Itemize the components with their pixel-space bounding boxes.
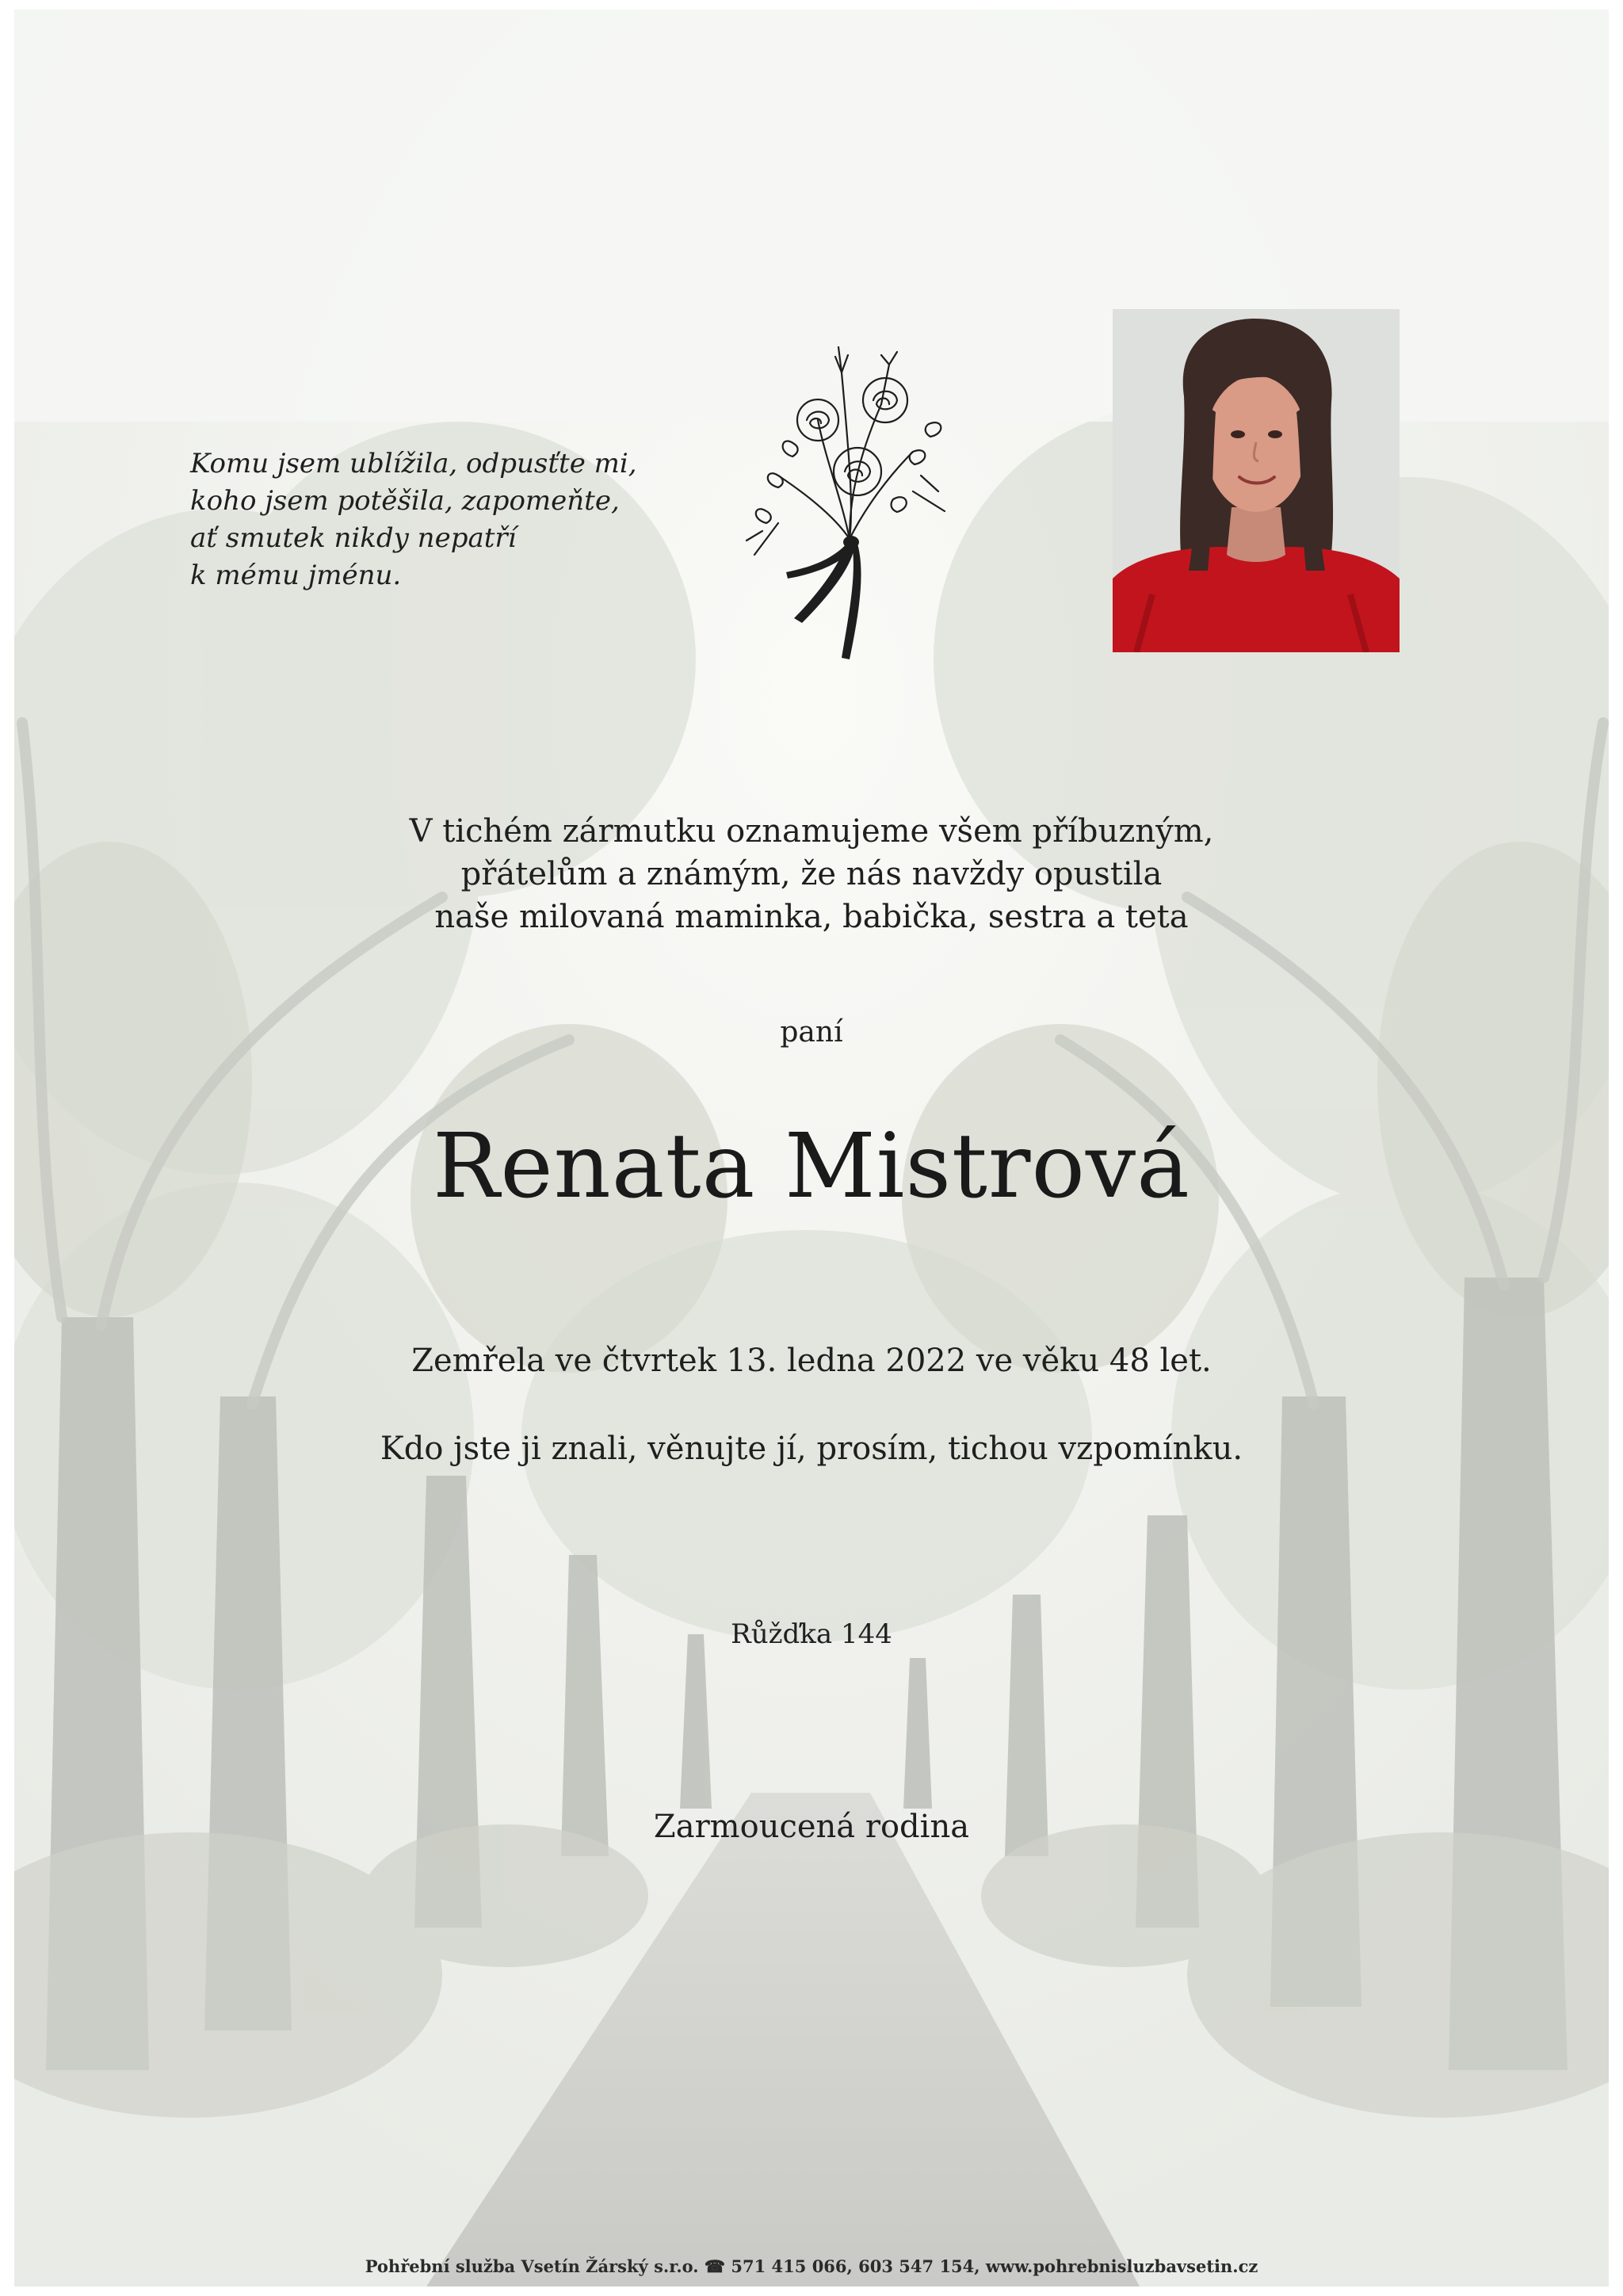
rose-bouquet-icon: [731, 341, 960, 663]
address: Růžďka 144: [731, 1618, 892, 1650]
poem-line: Komu jsem ublížila, odpusťte mi,: [190, 448, 637, 479]
poem-line: koho jsem potěšila, zapomeňte,: [190, 485, 620, 517]
poem-line: k mému jménu.: [190, 560, 402, 591]
obituary-notice: [14, 10, 1609, 2286]
deceased-name: Renata Mistrová: [433, 1115, 1190, 1218]
company-name: Pohřební služba Vsetín Žárský s.r.o.: [365, 2256, 699, 2276]
portrait-photo: [1113, 309, 1400, 652]
death-notice: Zemřela ve čtvrtek 13. ledna 2022 ve věku 48 let.: [411, 1343, 1212, 1379]
family-signature: Zarmoucená rodina: [653, 1809, 970, 1845]
poem-verse: [190, 445, 637, 594]
phone-icon: ☎: [704, 2256, 726, 2276]
announcement-line: naše milovaná maminka, babička, sestra a teta: [434, 899, 1189, 935]
remembrance-request: Kdo jste ji znali, věnujte jí, prosím, tichou vzpomínku.: [380, 1431, 1243, 1467]
announcement-text: [14, 810, 1609, 938]
honorific: paní: [780, 1016, 843, 1049]
announcement-line: V tichém zármutku oznamujeme všem příbuzným,: [409, 813, 1214, 850]
poem-line: ať smutek nikdy nepatří: [190, 522, 517, 554]
contact-details: 571 415 066, 603 547 154, www.pohrebnisluzbavsetin.cz: [731, 2256, 1258, 2276]
funeral-service-footer: [14, 2256, 1609, 2276]
announcement-line: přátelům a známým, že nás navždy opustila: [460, 856, 1163, 892]
